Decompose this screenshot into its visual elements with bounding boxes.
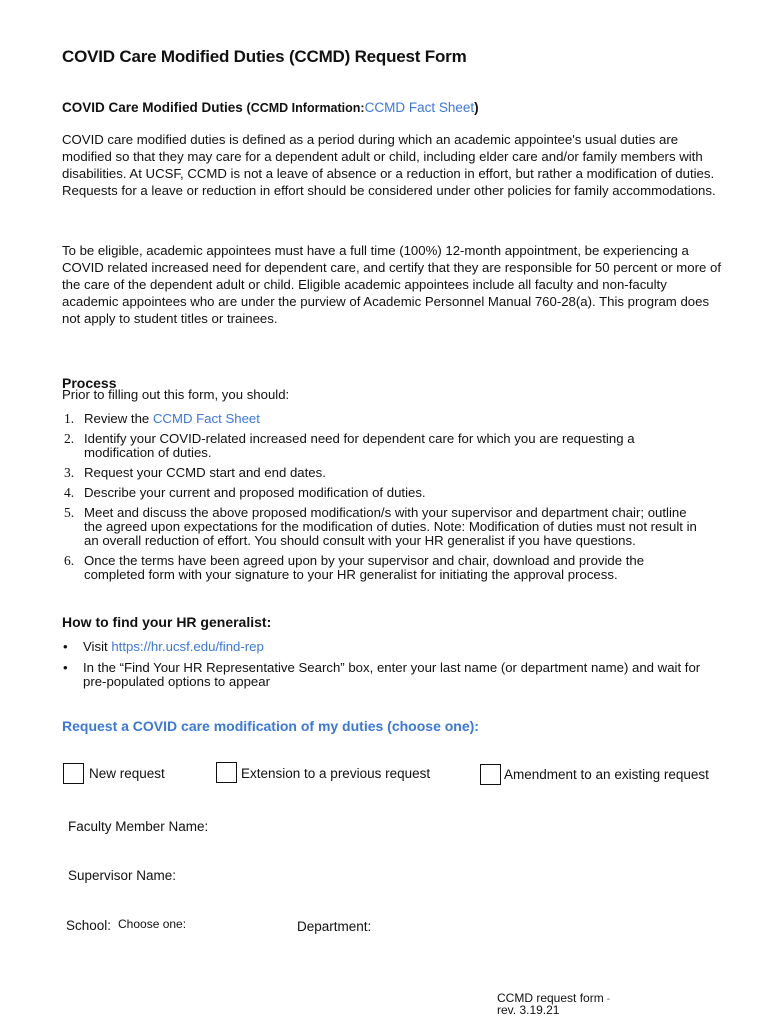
step-text: Once the terms have been agreed upon by your supervisor and chair, download and provide the completed form with your signature to your HR generalist for initiating the approval process. — [84, 553, 645, 582]
new-request-label: New request — [89, 766, 165, 781]
definition-paragraph: COVID care modified duties is defined as a period during which an academic appointee's usual duties are modified so that they may care for a dependent adult or child, including elder care and/or family members with disabilities. At UCSF, CCMD is not a leave of absence or a reduction in effort, but rather a modification of duties. Requests for a leave or reduction in effort should be considered under other policies for family accommodations. — [62, 132, 716, 198]
process-step-5 — [62, 506, 702, 548]
process-heading: Process — [62, 375, 117, 391]
extension-label: Extension to a previous request — [241, 766, 431, 781]
step-number: 5. — [64, 505, 75, 520]
footer-mark: - — [606, 994, 611, 1005]
school-select[interactable]: Choose one: — [118, 917, 187, 931]
new-request-checkbox[interactable] — [63, 763, 84, 784]
school-label: School: — [66, 918, 112, 933]
info-close-paren: ) — [474, 100, 479, 115]
hr-instructions-list — [62, 640, 712, 696]
process-step-3 — [62, 466, 702, 480]
supervisor-name-label: Supervisor Name: — [68, 868, 177, 883]
process-intro: Prior to filling out this form, you should: — [62, 387, 290, 402]
find-rep-link[interactable]: https://hr.ucsf.edu/find-rep — [111, 639, 264, 654]
step-text: Describe your current and proposed modification of duties. — [84, 485, 426, 500]
process-steps — [62, 412, 702, 588]
visit-text: Visit — [83, 639, 112, 654]
step-text: Review the — [84, 411, 153, 426]
step-number: 4. — [64, 485, 75, 500]
step-number: 6. — [64, 553, 75, 568]
process-step-1 — [62, 412, 702, 426]
bullet-icon: • — [63, 660, 68, 675]
process-step-2 — [62, 432, 702, 460]
info-heading-label: COVID Care Modified Duties — [62, 100, 243, 115]
department-label: Department: — [297, 919, 372, 934]
step-number: 2. — [64, 431, 75, 446]
footer-revision: rev. 3.19.21 — [497, 1003, 560, 1017]
step-text: Request your CCMD start and end dates. — [84, 465, 326, 480]
amendment-label: Amendment to an existing request — [504, 767, 709, 782]
faculty-name-label: Faculty Member Name: — [68, 819, 209, 834]
request-heading: Request a COVID care modification of my duties (choose one): — [62, 718, 479, 734]
hr-generalist-heading: How to find your HR generalist: — [62, 614, 272, 630]
amendment-checkbox[interactable] — [480, 764, 501, 785]
bullet-icon: • — [63, 639, 68, 654]
info-heading — [62, 100, 479, 115]
footer — [497, 993, 610, 1016]
search-text: In the “Find Your HR Representative Search” box, enter your last name (or department name) and wait for pre-populated options to appear — [83, 660, 701, 689]
process-step-4 — [62, 486, 702, 500]
hr-instruction-search — [62, 661, 712, 689]
hr-instruction-visit — [62, 640, 712, 654]
ccmd-fact-sheet-link-top[interactable]: CCMD Fact Sheet — [364, 100, 475, 115]
step-number: 3. — [64, 465, 75, 480]
process-step-6 — [62, 554, 702, 582]
info-subheading: (CCMD Information: — [246, 101, 365, 115]
eligibility-paragraph: To be eligible, academic appointees must have a full time (100%) 12-month appointment, be experiencing a COVID related increased need for dependent care, and certify that they are responsible for 50 percent or more of the care of the dependent adult or child. Eligible academic appointees include all faculty and non-faculty academic appointees who are under the purview of Academic Personnel Manual 760-28(a). This program does not apply to student titles or trainees. — [62, 243, 722, 326]
step-number: 1. — [64, 411, 75, 426]
page-title: COVID Care Modified Duties (CCMD) Request Form — [62, 47, 467, 66]
extension-checkbox[interactable] — [216, 762, 237, 783]
step-text: Identify your COVID-related increased need for dependent care for which you are requesting a modification of duties. — [84, 431, 635, 460]
step-text: Meet and discuss the above proposed modification/s with your supervisor and department chair; outline the agreed upon expectations for the modification of duties. Note: Modification of duties must not result in an overall reduction of effort. You should consult with your HR generalist if you have questions. — [84, 505, 697, 548]
ccmd-fact-sheet-link[interactable]: CCMD Fact Sheet — [152, 411, 260, 426]
footer-form-name: CCMD request form — [497, 991, 604, 1005]
